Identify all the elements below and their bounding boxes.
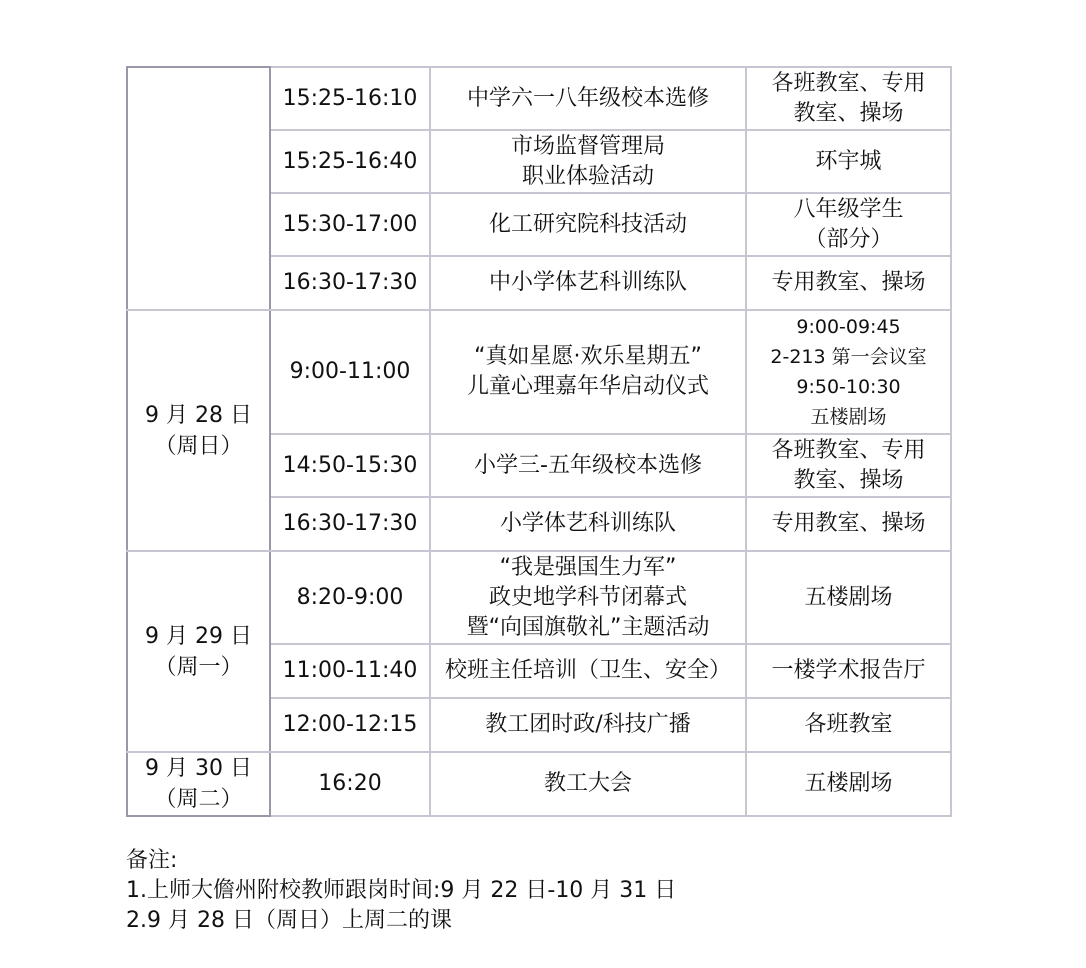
event-cell: [430, 256, 746, 310]
event-cell: [430, 310, 746, 434]
location-line: 各班教室、专用: [771, 437, 926, 463]
event-line: “我是强国生力军”: [499, 554, 677, 580]
location-cell: [746, 256, 951, 310]
location-cell: [746, 497, 951, 551]
location-line: （部分）: [804, 226, 893, 252]
location-line: 9:50-10:30: [796, 376, 901, 398]
time-cell: 16:20: [270, 752, 430, 816]
event-cell: [430, 752, 746, 816]
notes-heading: 备注:: [126, 848, 178, 873]
time-cell: 15:30-17:00: [270, 193, 430, 256]
location-line: 各班教室: [804, 712, 893, 737]
table-row: [127, 310, 951, 434]
location-line: 五楼剧场: [810, 406, 887, 428]
table-row: [127, 67, 951, 130]
location-cell: [746, 310, 951, 434]
event-line: 暨“向国旗敬礼”主题活动: [466, 614, 710, 640]
note-item: 2.9 月 28 日（周日）上周二的课: [126, 908, 452, 933]
date-line: 9 月 28 日: [145, 402, 252, 428]
time-cell: 11:00-11:40: [270, 644, 430, 698]
table-row: [127, 752, 951, 816]
event-line: 市场监督管理局: [510, 133, 665, 159]
date-line: 9 月 30 日: [145, 756, 252, 781]
location-line: 八年级学生: [793, 196, 904, 222]
weekday-line: （周二）: [154, 787, 243, 812]
event-cell: [430, 130, 746, 193]
time-cell: 9:00-11:00: [270, 310, 430, 434]
event-line: 儿童心理嘉年华启动仪式: [466, 374, 709, 399]
location-line: 教室、操场: [793, 100, 904, 126]
event-cell: [430, 497, 746, 551]
event-line: 教工团时政/科技广播: [485, 712, 691, 737]
event-cell: [430, 644, 746, 698]
event-line: 校班主任培训（卫生、安全）: [444, 658, 731, 683]
location-cell: [746, 698, 951, 752]
time-cell: 16:30-17:30: [270, 497, 430, 551]
location-cell: [746, 644, 951, 698]
location-line: 环宇城: [815, 148, 882, 174]
location-line: 专用教室、操场: [771, 270, 926, 295]
date-line: 9 月 29 日: [145, 623, 252, 649]
event-cell: [430, 698, 746, 752]
event-line: 中小学体艺科训练队: [488, 270, 687, 295]
event-line: 政史地学科节闭幕式: [488, 584, 687, 610]
date-cell: [127, 551, 270, 752]
location-cell: [746, 130, 951, 193]
event-cell: [430, 551, 746, 644]
time-cell: 15:25-16:40: [270, 130, 430, 193]
event-line: “真如星愿·欢乐星期五”: [474, 344, 702, 369]
time-cell: 16:30-17:30: [270, 256, 430, 310]
location-line: 各班教室、专用: [771, 70, 926, 96]
location-line: 五楼剧场: [804, 771, 893, 796]
event-line: 小学体艺科训练队: [499, 511, 676, 536]
location-cell: [746, 434, 951, 497]
note-item: 1.上师大儋州附校教师跟岗时间:9 月 22 日-10 月 31 日: [126, 878, 677, 903]
schedule-table: [126, 66, 952, 817]
date-cell: [127, 67, 270, 310]
time-cell: 14:50-15:30: [270, 434, 430, 497]
location-line: 五楼剧场: [804, 584, 893, 610]
location-cell: [746, 551, 951, 644]
location-line: 9:00-09:45: [796, 316, 901, 338]
location-cell: [746, 752, 951, 816]
event-line: 教工大会: [543, 771, 632, 796]
location-line: 一楼学术报告厅: [771, 658, 926, 683]
notes-section: [126, 846, 676, 936]
event-line: 中学六一八年级校本选修: [466, 85, 709, 111]
event-line: 职业体验活动: [521, 163, 654, 189]
event-line: 小学三-五年级校本选修: [474, 452, 702, 478]
event-cell: [430, 67, 746, 130]
location-line: 教室、操场: [793, 467, 904, 493]
table-row: [127, 551, 951, 644]
time-cell: 8:20-9:00: [270, 551, 430, 644]
weekday-line: （周日）: [154, 433, 243, 459]
time-cell: 12:00-12:15: [270, 698, 430, 752]
location-cell: [746, 67, 951, 130]
time-cell: 15:25-16:10: [270, 67, 430, 130]
event-cell: [430, 434, 746, 497]
date-cell: [127, 752, 270, 816]
weekday-line: （周一）: [154, 654, 243, 680]
event-cell: [430, 193, 746, 256]
location-line: 专用教室、操场: [771, 511, 926, 536]
event-line: 化工研究院科技活动: [488, 211, 687, 237]
location-line: 2-213 第一会议室: [770, 346, 927, 368]
date-cell: [127, 310, 270, 551]
location-cell: [746, 193, 951, 256]
